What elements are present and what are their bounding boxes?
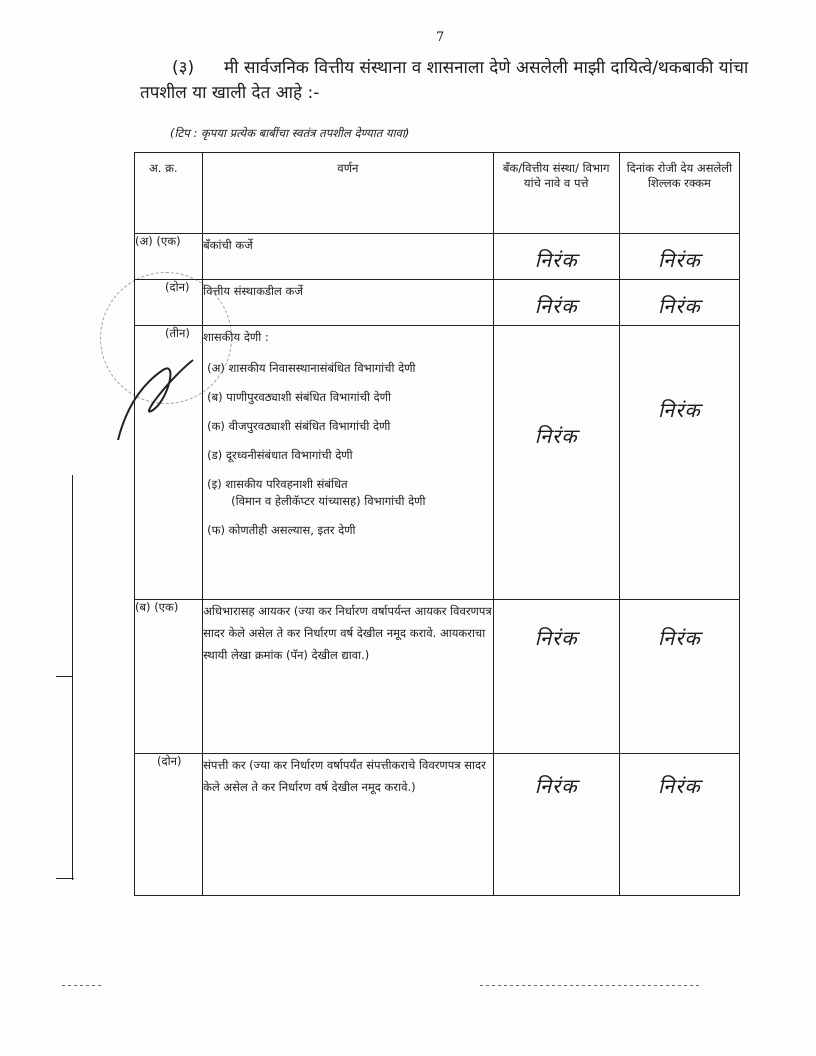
handwritten-nil: निरंक xyxy=(657,294,701,318)
list-item-continued: (विमान व हेलीकॅप्टर यांच्यासह) विभागांची देणी xyxy=(231,494,426,508)
handwritten-nil: निरंक xyxy=(534,626,578,650)
table-row xyxy=(135,280,740,326)
header-description: वर्णन xyxy=(203,153,493,234)
margin-line xyxy=(72,475,73,880)
handwritten-nil: निरंक xyxy=(657,398,701,422)
handwritten-nil: निरंक xyxy=(657,248,701,272)
header-bank: बँक/वित्तीय संस्था/ विभाग यांचे नावे व पत्ते xyxy=(493,153,619,234)
liabilities-table xyxy=(134,152,740,896)
table-header-row xyxy=(135,153,740,234)
handwritten-nil: निरंक xyxy=(534,424,578,448)
row-index: (ब) (एक) xyxy=(135,600,203,754)
page-number: 7 xyxy=(436,30,445,45)
section-number: (३) xyxy=(172,58,195,78)
row-index: (दोन) xyxy=(135,754,203,896)
row-index: (अ) (एक) xyxy=(135,234,203,280)
handwritten-nil: निरंक xyxy=(657,626,701,650)
header-amount: दिनांक रोजी देय असलेली शिल्लक रक्कम xyxy=(619,153,739,234)
section-heading-text: मी सार्वजनिक वित्तीय संस्थाना व शासनाला देणे असलेली माझी दायित्वे/थकबाकी यांचा तपशील या खाली देत आहे :- xyxy=(140,58,749,103)
row-description: बँकांची कर्जे xyxy=(203,234,493,280)
table-row xyxy=(135,326,740,600)
list-item: (ड) दूरध्वनीसंबंधात विभागांची देणी xyxy=(207,448,353,462)
margin-tick xyxy=(56,676,72,677)
footer-rule xyxy=(62,985,104,986)
handwritten-nil: निरंक xyxy=(534,774,578,798)
list-item: (इ) शासकीय परिवहनाशी संबंधित xyxy=(207,477,348,491)
margin-tick xyxy=(56,878,74,879)
table-row xyxy=(135,234,740,280)
handwritten-nil: निरंक xyxy=(534,248,578,272)
handwritten-nil: निरंक xyxy=(534,294,578,318)
list-item: (फ) कोणतीही असल्यास, इतर देणी xyxy=(207,523,356,537)
row-description: संपत्ती कर (ज्या कर निर्धारण वर्षापर्यंत संपत्तीकराचे विवरणपत्र सादर केले असेल ते कर निर्धारण वर्ष देखील नमूद करावे.) xyxy=(203,754,493,896)
table-row xyxy=(135,600,740,754)
row-description: अधिभारासह आयकर (ज्या कर निर्धारण वर्षापर्यन्त आयकर विवरणपत्र सादर केले असेल ते कर निर्धारण वर्ष देखील नमूद करावे. आयकराचा स्थायी लेखा क्रमांक (पॅन) देखील द्यावा.) xyxy=(203,600,493,754)
list-item: (ब) पाणीपुरवठ्याशी संबंधित विभागांची देणी xyxy=(207,390,391,404)
note-text: (टिप : कृपया प्रत्येक बाबींचा स्वतंत्र तपशील देण्यात यावा) xyxy=(170,126,410,140)
footer-rule xyxy=(480,985,700,986)
handwritten-nil: निरंक xyxy=(657,774,701,798)
header-serial: अ. क्र. xyxy=(135,153,203,234)
section-heading xyxy=(140,56,750,106)
list-item: (क) वीजपुरवठ्याशी संबंधित विभागांची देणी xyxy=(207,419,391,433)
row-index: (तीन) xyxy=(135,326,203,600)
table-row xyxy=(135,754,740,896)
row-description: वित्तीय संस्थाकडील कर्जे xyxy=(203,280,493,326)
row-description: शासकीय देणी : xyxy=(203,330,269,344)
row-index: (दोन) xyxy=(135,280,203,326)
list-item: (अ) शासकीय निवासस्थानासंबंधित विभागांची देणी xyxy=(207,361,416,375)
